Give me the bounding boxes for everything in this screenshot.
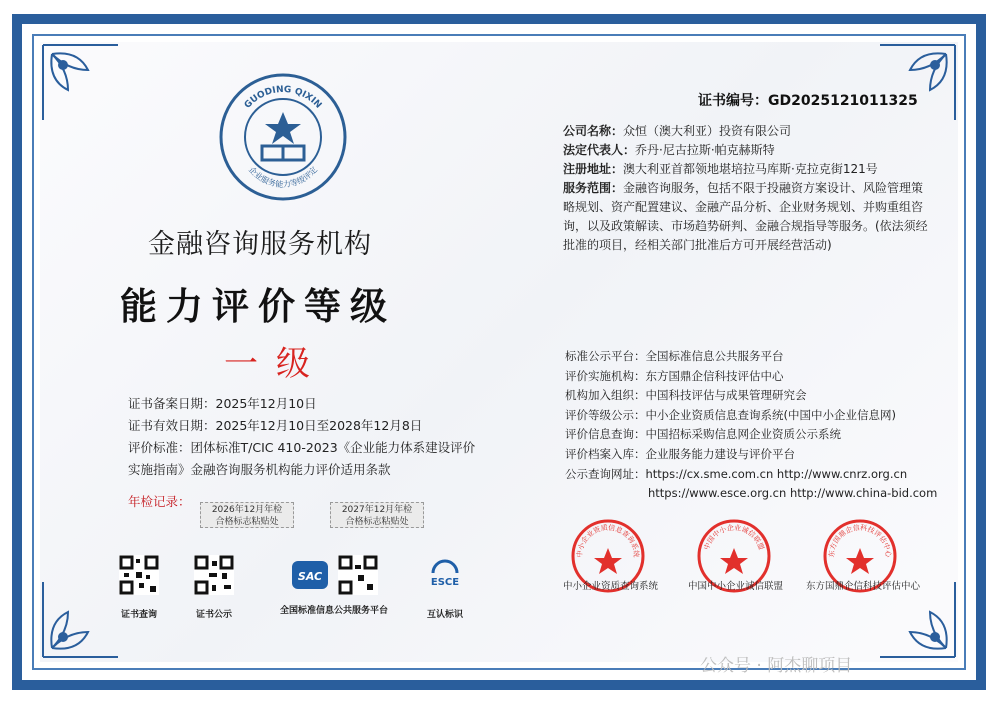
- footer-item: ESCE 互认标识: [405, 555, 485, 620]
- footer-item: 证书查询: [99, 555, 179, 620]
- corner-ornament-icon: [870, 40, 960, 130]
- valid-date: 证书有效日期：2025年12月10日至2028年12月8日: [128, 418, 423, 433]
- svg-text:SAC: SAC: [297, 570, 323, 583]
- registered-address: 注册地址：澳大利亚首都领地堪培拉马库斯·克拉克街121号: [563, 162, 878, 176]
- certificate-title: 金融咨询服务机构: [148, 229, 372, 260]
- esce-logo-icon: [425, 555, 465, 595]
- footer-item: SAC 全国标准信息公共服务平台: [264, 555, 404, 616]
- stamp-caption: 中国中小企业诚信联盟: [688, 581, 784, 592]
- list-item: 评价档案入库：企业服务能力建设与评价平台: [565, 446, 795, 461]
- guoding-seal-logo-icon: [218, 72, 348, 202]
- standards-list: [565, 347, 937, 504]
- inspection-sticker-slot: 2027年12月年检 合格标志粘贴处: [330, 502, 424, 528]
- watermark: 公众号 · 阿杰聊项目: [700, 656, 853, 676]
- stamp-caption: 东方国鼎企信科技评估中心: [806, 581, 921, 592]
- list-item: 评价信息查询：中国招标采购信息网企业资质公示系统: [565, 427, 841, 442]
- stamp-caption: 中小企业资质查询系统: [563, 581, 659, 592]
- list-item: 公示查询网址：https://cx.sme.com.cn http://www.cnrz.org.cn: [565, 466, 908, 481]
- svg-text:中小企业资质信息查询系统: 中小企业资质信息查询系统: [575, 523, 641, 558]
- list-item: 评价等级公示：中小企业资质信息查询系统(中国中小企业信息网): [565, 407, 896, 422]
- company-info: [563, 122, 928, 255]
- svg-text:ESCE: ESCE: [430, 577, 460, 588]
- list-item: 评价实施机构：东方国鼎企信科技评估中心: [565, 368, 784, 383]
- legal-representative: 法定代表人：乔丹·尼古拉斯·帕克赫斯特: [563, 143, 775, 157]
- sac-logo-icon: [290, 555, 330, 595]
- grade-level: 一级: [224, 344, 328, 384]
- footer-item: 证书公示: [174, 555, 254, 620]
- evaluation-standard-cont: 实施指南》金融咨询服务机构能力评价适用条款: [128, 462, 391, 477]
- evaluation-standard: 评价标准：团体标准T/CIC 410-2023《企业能力体系建设评价: [128, 440, 476, 455]
- corner-ornament-icon: [38, 40, 128, 130]
- qr-code-icon[interactable]: [119, 555, 159, 595]
- annual-inspection-label: 年检记录：: [128, 494, 191, 509]
- list-item: 标准公示平台：全国标准信息公共服务平台: [565, 349, 784, 363]
- qr-code-icon[interactable]: [338, 555, 378, 595]
- url-line-2: https://www.esce.org.cn http://www.china-bid.com: [648, 486, 938, 501]
- filing-date: 证书备案日期：2025年12月10日: [128, 396, 317, 411]
- certificate-subtitle: 能力评价等级: [120, 285, 396, 328]
- certificate-number: 证书编号：GD2025121011325: [698, 93, 918, 109]
- inspection-sticker-slot: 2026年12月年检 合格标志粘贴处: [200, 502, 294, 528]
- certificate-dates: [128, 393, 475, 481]
- qr-code-icon[interactable]: [194, 555, 234, 595]
- service-scope: 服务范围：金融咨询服务，包括不限于投融资方案设计、风险管理策略规划、资产配置建议、金融产品分析、企业财务规划、并购重组咨询，以及政策解读、市场趋势研判、金融合规指导等服务。(依法须经批准的项目，经相关部门批准后方可开展经营活动): [563, 181, 928, 252]
- svg-text:东方国鼎企信科技评估中心: 东方国鼎企信科技评估中心: [827, 523, 893, 558]
- svg-text:GUODING QIXIN: GUODING QIXIN: [242, 84, 324, 111]
- list-item: 机构加入组织：中国科技评估与成果管理研究会: [565, 388, 807, 403]
- svg-text:企业服务能力等级评定: 企业服务能力等级评定: [246, 165, 320, 190]
- company-name: 公司名称：众恒（澳大利亚）投资有限公司: [563, 124, 792, 138]
- svg-text:中国中小企业诚信联盟: 中国中小企业诚信联盟: [702, 523, 766, 552]
